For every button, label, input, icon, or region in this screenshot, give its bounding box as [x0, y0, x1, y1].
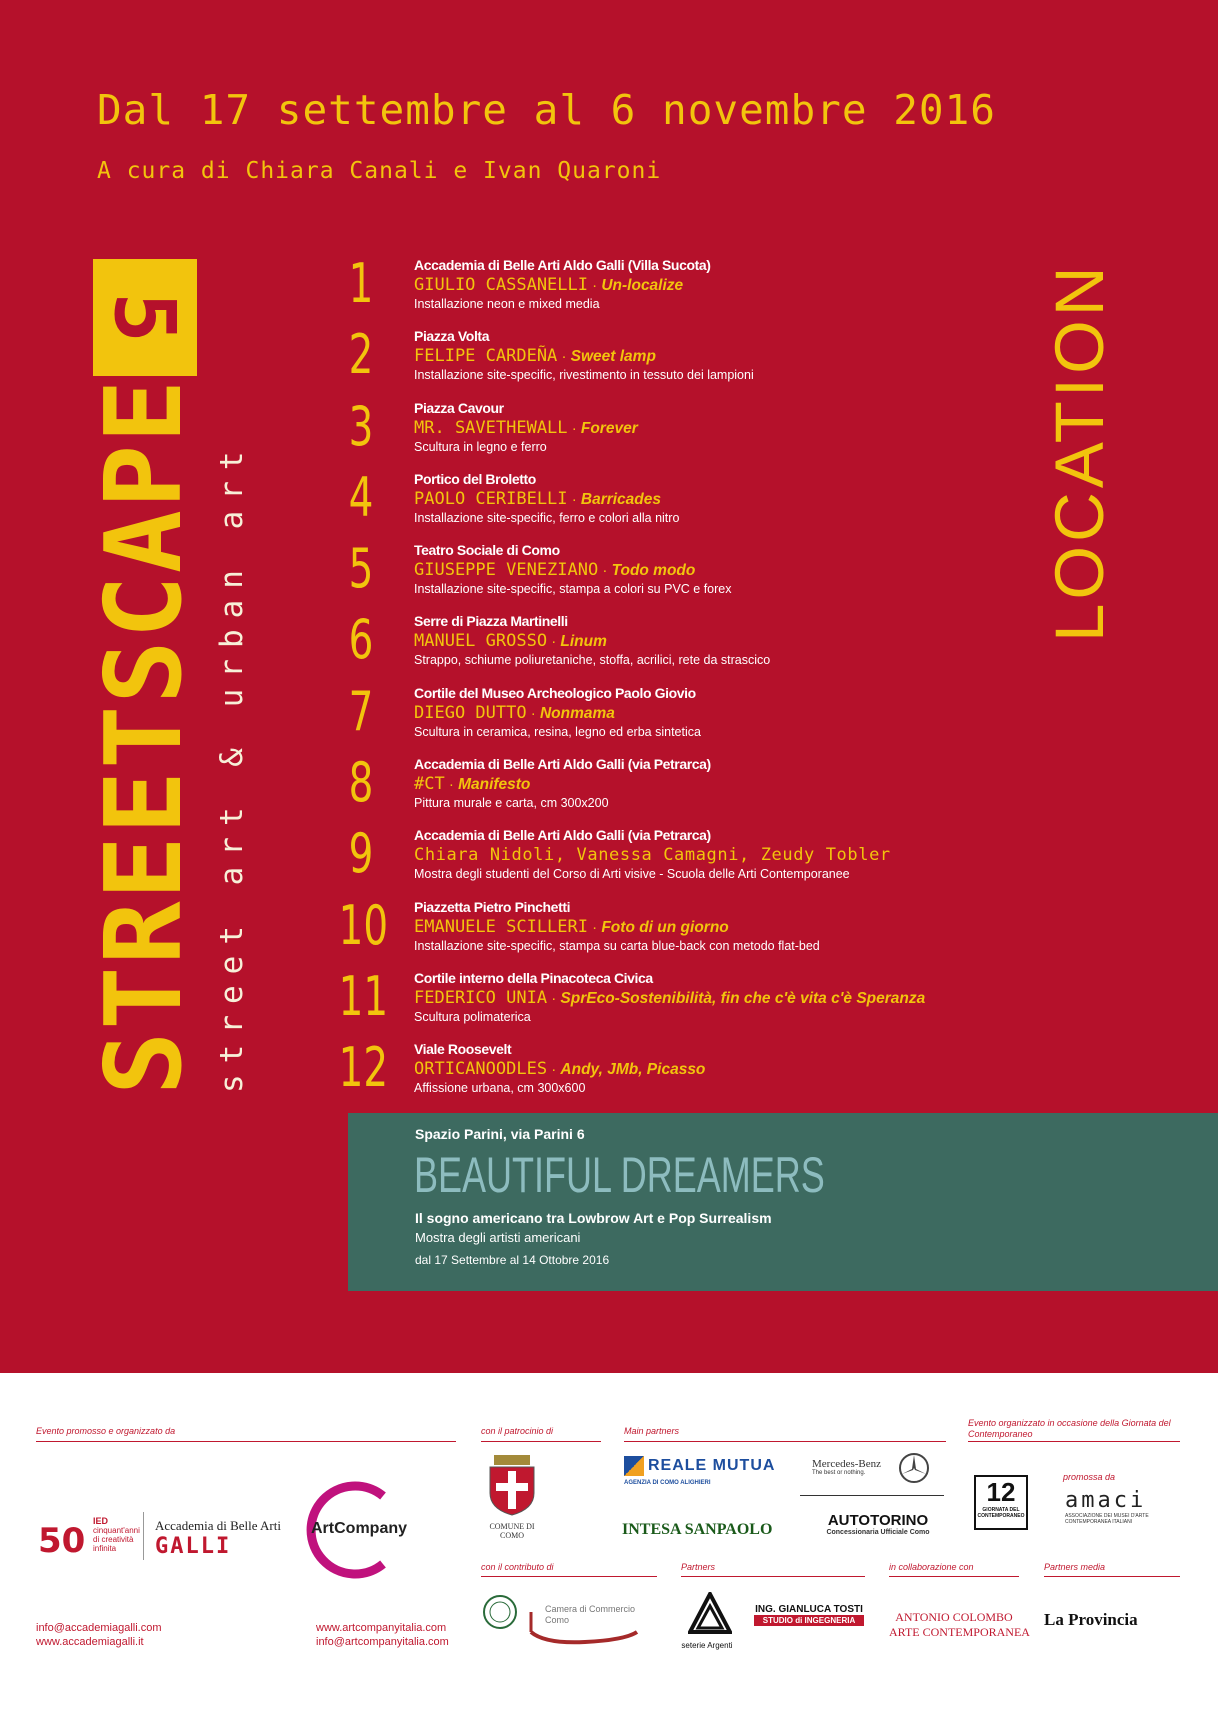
- location-place: Cortile del Museo Archeologico Paolo Giovio: [414, 684, 696, 701]
- artist-name: #CT: [414, 774, 445, 795]
- artist-name: Chiara Nidoli, Vanessa Camagni, Zeudy Tobler: [414, 845, 891, 866]
- mercedes-logo: [812, 1458, 881, 1476]
- work-title: Manifesto: [458, 776, 531, 794]
- ied-text: cinquant'anni di creatività infinita: [93, 1526, 140, 1553]
- work-description: Installazione site-specific, rivestimento in tessuto dei lampioni: [414, 368, 754, 383]
- patronage-label: con il patrocinio di: [481, 1426, 554, 1436]
- location-number: 6: [348, 608, 374, 672]
- work-description: Mostra degli studenti del Corso di Arti visive - Scuola delle Arti Contemporanee: [414, 867, 850, 882]
- artist-line: [414, 417, 1104, 440]
- work-description: Strappo, schiume poliuretaniche, stoffa, acrilici, rete da strascico: [414, 653, 771, 668]
- streetscape-logo: STREETSCAPE: [83, 377, 205, 1095]
- artist-name: GIULIO CASSANELLI: [414, 275, 588, 295]
- contributo-label: con il contributo di: [481, 1562, 554, 1572]
- amaci-text: amaci: [1065, 1488, 1147, 1513]
- separator: ·: [547, 633, 561, 651]
- autotorino-sub: Concessionaria Ufficiale Como: [826, 1529, 930, 1536]
- contact-email[interactable]: info@accademiagalli.com: [36, 1622, 162, 1634]
- artist-name: FELIPE CARDEÑA: [414, 346, 558, 367]
- seterie-text: seterie Argenti: [681, 1641, 733, 1650]
- location-place: Viale Roosevelt: [414, 1041, 512, 1058]
- work-description: Scultura polimaterica: [414, 1009, 531, 1024]
- media-label: Partners media: [1044, 1562, 1106, 1572]
- work-title: Linum: [560, 633, 607, 651]
- location-text: [414, 542, 1104, 597]
- dreamers-place: Spazio Parini, via Parini 6: [415, 1126, 585, 1142]
- location-item: [335, 679, 1095, 753]
- reale-sub: AGENZIA DI COMO ALIGHIERI: [624, 1480, 711, 1486]
- divider: [624, 1441, 946, 1442]
- artist-line: [414, 702, 1104, 725]
- work-title: Nonmama: [539, 704, 615, 722]
- autotorino-text: AUTOTORINO: [827, 1512, 929, 1529]
- artist-line: [414, 630, 1104, 653]
- artist-line: [414, 1058, 1104, 1081]
- separator: ·: [567, 419, 581, 437]
- artist-name: MANUEL GROSSO: [414, 631, 548, 652]
- separator: ·: [588, 918, 602, 936]
- tosti-logo: [754, 1604, 864, 1626]
- location-number: 5: [348, 537, 374, 601]
- divider: [800, 1495, 944, 1496]
- location-text: [414, 471, 1104, 526]
- location-heading: LOCATION: [1041, 262, 1118, 642]
- colombo-text: ANTONIO COLOMBO: [895, 1610, 1013, 1624]
- separator: ·: [557, 348, 571, 366]
- work-description: Installazione neon e mixed media: [414, 297, 600, 311]
- tosti-sub: STUDIO di INGEGNERIA: [754, 1615, 864, 1626]
- ied-label: IED: [93, 1516, 109, 1526]
- artist-name: MR. SAVETHEWALL: [414, 417, 568, 438]
- intesa-logo: INTESA SANPAOLO: [622, 1521, 773, 1538]
- work-description: Scultura in ceramica, resina, legno ed erba sintetica: [414, 724, 701, 739]
- divider: [1044, 1576, 1180, 1577]
- beautiful-dreamers-panel: [348, 1113, 1218, 1291]
- comune-text: COMUNE DI COMO: [489, 1522, 535, 1540]
- separator: ·: [567, 490, 581, 508]
- separator: ·: [444, 776, 459, 794]
- work-title: Todo modo: [611, 562, 696, 580]
- reale-icon: [624, 1456, 644, 1476]
- artist-line: [414, 987, 1104, 1010]
- work-title: SprEco-Sostenibilità, fin che c'è vita c'è Speranza: [560, 989, 926, 1007]
- colombo-logo: [889, 1610, 1030, 1640]
- seterie-logo: [680, 1592, 740, 1650]
- location-number: 10: [338, 893, 389, 957]
- artist-name: PAOLO CERIBELLI: [414, 488, 568, 509]
- artcompany-text: ArtCompany: [311, 1520, 408, 1537]
- artist-line: [414, 844, 1104, 867]
- work-description: Pittura murale e carta, cm 300x200: [414, 796, 609, 811]
- work-title: Andy, JMb, Picasso: [560, 1061, 706, 1079]
- location-number: 7: [348, 679, 374, 743]
- work-title: Sweet lamp: [570, 348, 656, 366]
- work-description: Installazione site-specific, stampa su carta blue-back con metodo flat-bed: [414, 938, 820, 953]
- camera-swoosh-icon: [525, 1592, 645, 1650]
- promossa-label: promossa da: [1063, 1472, 1116, 1482]
- location-place: Accademia di Belle Arti Aldo Galli (via Petrarca): [414, 756, 711, 773]
- promoted-label: Evento promosso e organizzato da: [36, 1426, 176, 1436]
- giornata-logo: [974, 1475, 1028, 1530]
- tosti-text: ING. GIANLUCA TOSTI: [755, 1604, 863, 1615]
- location-number: 8: [348, 751, 374, 815]
- location-text: [414, 328, 1104, 383]
- accademia-logo: [155, 1518, 281, 1559]
- provincia-logo: La Provincia: [1044, 1610, 1138, 1629]
- location-place: Piazza Cavour: [414, 399, 504, 416]
- reale-text: REALE MUTUA: [648, 1457, 776, 1474]
- location-item: [335, 394, 1095, 468]
- location-text: [414, 899, 1104, 954]
- location-text: [414, 400, 1104, 455]
- separator: ·: [588, 277, 602, 294]
- main-partners-label: Main partners: [624, 1426, 680, 1436]
- location-item: [335, 824, 1095, 895]
- artist-line: [414, 916, 1104, 939]
- artcompany-email[interactable]: info@artcompanyitalia.com: [316, 1636, 449, 1648]
- divider: [143, 1512, 144, 1560]
- work-description: Scultura in legno e ferro: [414, 439, 547, 454]
- location-text: [414, 827, 1104, 882]
- artist-line: [414, 274, 1104, 297]
- separator: ·: [526, 704, 540, 722]
- location-item: [335, 893, 1095, 967]
- giornata-label: Evento organizzato in occasione della Giornata del Contemporaneo: [968, 1418, 1171, 1439]
- divider: [968, 1441, 1180, 1442]
- artist-line: [414, 773, 1104, 796]
- location-item: [335, 254, 1095, 325]
- dreamers-dates: dal 17 Settembre al 14 Ottobre 2016: [415, 1253, 610, 1267]
- separator: ·: [547, 1061, 561, 1079]
- location-text: [414, 685, 1104, 740]
- location-number: 3: [348, 394, 374, 458]
- location-text: [414, 1041, 1104, 1096]
- divider: [481, 1576, 657, 1577]
- logo-badge: [93, 259, 197, 376]
- contact-website[interactable]: www.accademiagalli.it: [36, 1636, 144, 1648]
- dreamers-show: Mostra degli artisti americani: [415, 1230, 581, 1245]
- dreamers-subtitle: Il sogno americano tra Lowbrow Art e Pop Surrealism: [415, 1210, 772, 1226]
- ied-caption: [93, 1516, 143, 1553]
- location-number: 2: [348, 323, 374, 387]
- location-text: [414, 756, 1104, 811]
- artist-line: [414, 559, 1104, 582]
- artist-line: [414, 345, 1104, 368]
- location-number: 9: [348, 822, 374, 886]
- work-description: Installazione site-specific, stampa a colori su PVC e forex: [414, 582, 732, 597]
- curators: A cura di Chiara Canali e Ivan Quaroni: [97, 158, 662, 184]
- location-number: 1: [348, 252, 374, 315]
- work-description: Installazione site-specific, ferro e colori alla nitro: [414, 510, 680, 525]
- mercedes-sub: The best or nothing.: [812, 1470, 866, 1476]
- svg-text:50: 50: [38, 1521, 86, 1560]
- coat-of-arms-icon: [484, 1455, 540, 1517]
- location-place: Serre di Piazza Martinelli: [414, 613, 568, 630]
- divider: [889, 1576, 1019, 1577]
- location-place: Cortile interno della Pinacoteca Civica: [414, 969, 653, 986]
- divider: [481, 1441, 601, 1442]
- divider: [681, 1576, 865, 1577]
- collab-label: in collaborazione con: [889, 1562, 974, 1572]
- work-title: Barricades: [580, 490, 662, 508]
- location-text: [414, 613, 1104, 668]
- artist-name: DIEGO DUTTO: [414, 702, 527, 723]
- logo-subtitle: street art & urban art: [214, 440, 250, 1093]
- work-title: Foto di un giorno: [601, 918, 729, 936]
- dreamers-title: BEAUTIFUL DREAMERS: [414, 1147, 825, 1203]
- separator: ·: [598, 562, 612, 580]
- work-description: Affissione urbana, cm 300x600: [414, 1081, 586, 1096]
- mercedes-star-icon: [898, 1452, 930, 1489]
- amaci-logo: [1065, 1488, 1155, 1525]
- giornata-number: 12: [986, 1477, 1016, 1507]
- location-number: 12: [338, 1036, 389, 1100]
- location-item: [335, 1038, 1095, 1109]
- reale-mutua-logo: [624, 1456, 775, 1486]
- location-text: [414, 970, 1104, 1025]
- artist-name: FEDERICO UNIA: [414, 987, 548, 1008]
- location-item: [335, 753, 1095, 824]
- location-item: [335, 539, 1095, 610]
- work-title: Un-localize: [601, 277, 684, 294]
- artist-line: [414, 488, 1104, 511]
- seterie-triangle-icon: [688, 1592, 732, 1636]
- artist-name: GIUSEPPE VENEZIANO: [414, 560, 599, 581]
- camera-logo: [525, 1592, 645, 1650]
- artcompany-logo: [305, 1480, 425, 1580]
- location-place: Accademia di Belle Arti Aldo Galli (Villa Sucota): [414, 257, 711, 273]
- location-place: Teatro Sociale di Como: [414, 542, 560, 559]
- partners-label: Partners: [681, 1562, 716, 1572]
- galli-text: GALLI: [155, 1534, 232, 1559]
- autotorino-logo: [812, 1512, 944, 1536]
- location-item: [335, 465, 1095, 539]
- amaci-sub: ASSOCIAZIONE DEI MUSEI D'ARTE CONTEMPORANEA ITALIANI: [1065, 1513, 1149, 1525]
- artist-name: ORTICANOODLES: [414, 1059, 548, 1080]
- location-list: [335, 254, 1095, 1110]
- logo-number: 5: [96, 292, 194, 343]
- location-item: [335, 964, 1095, 1038]
- location-number: 11: [338, 964, 389, 1028]
- comune-logo: [482, 1455, 542, 1545]
- accademia-text: Accademia di Belle Arti: [155, 1518, 281, 1533]
- divider: [36, 1441, 456, 1442]
- giornata-text: GIORNATA DEL CONTEMPORANEO: [977, 1507, 1025, 1519]
- artist-name: EMANUELE SCILLERI: [414, 916, 588, 937]
- location-number: 4: [348, 465, 374, 529]
- location-item: [335, 325, 1095, 396]
- mercedes-text: Mercedes-Benz: [812, 1458, 882, 1470]
- location-item: [335, 610, 1095, 681]
- colombo-sub: ARTE CONTEMPORANEA: [889, 1625, 1030, 1639]
- camera-seal-icon: [482, 1594, 518, 1635]
- location-place: Accademia di Belle Arti Aldo Galli (via Petrarca): [414, 827, 711, 844]
- location-text: [414, 257, 1104, 312]
- exhibition-dates: Dal 17 settembre al 6 novembre 2016: [97, 86, 996, 134]
- camera-text: Camera di Commercio Como: [545, 1604, 636, 1625]
- separator: ·: [547, 989, 561, 1007]
- location-place: Portico del Broletto: [414, 470, 536, 487]
- location-place: Piazza Volta: [414, 328, 490, 345]
- work-title: Forever: [580, 419, 638, 437]
- artcompany-website[interactable]: www.artcompanyitalia.com: [316, 1622, 447, 1634]
- location-place: Piazzetta Pietro Pinchetti: [414, 898, 571, 915]
